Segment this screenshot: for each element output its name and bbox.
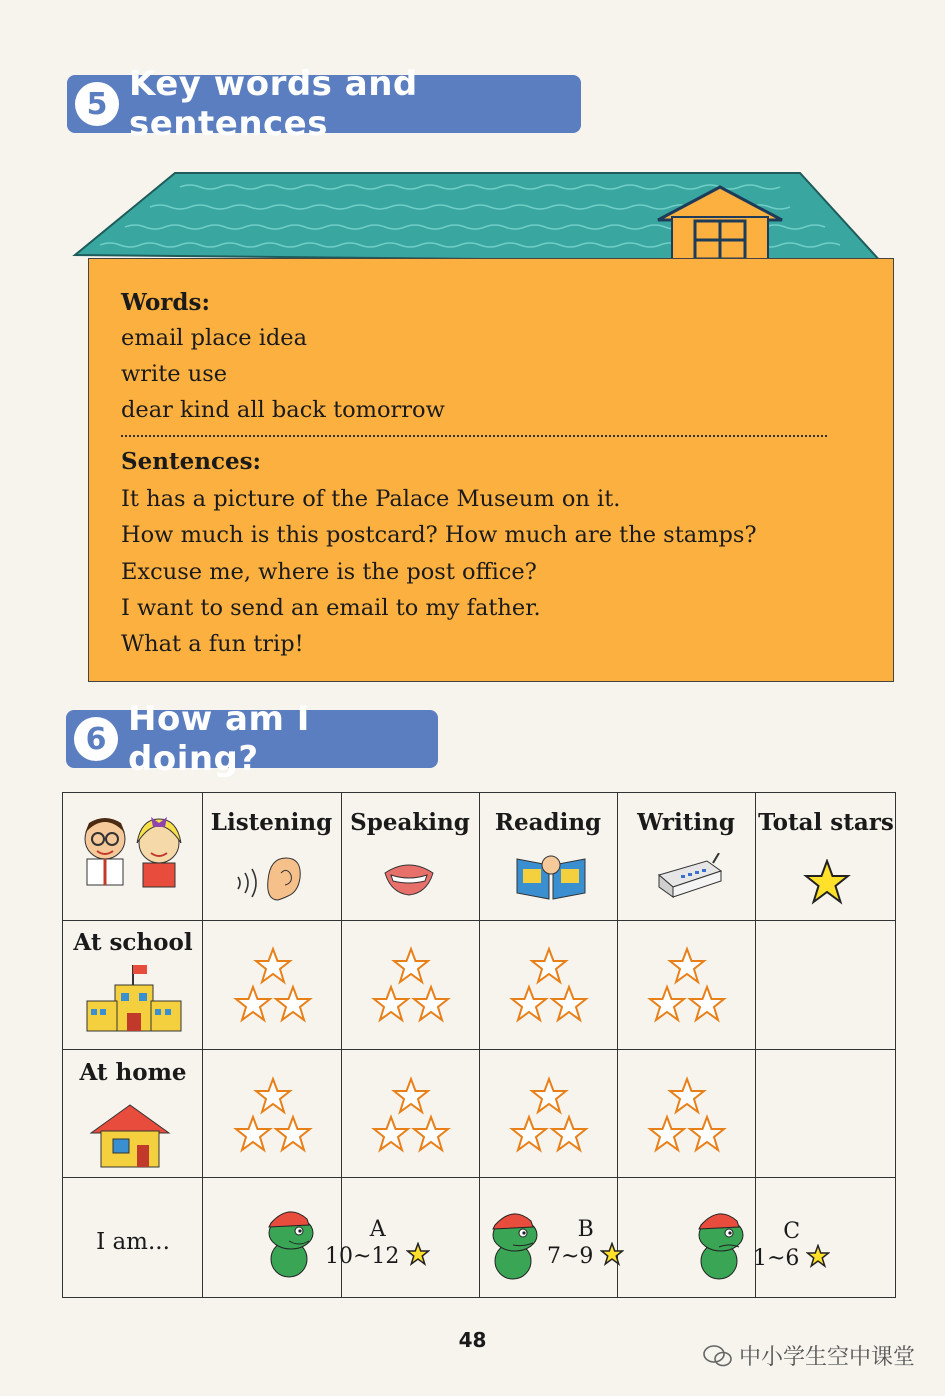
school-icon [85, 961, 185, 1037]
grade-c [753, 1219, 830, 1271]
star-rating-group[interactable] [645, 945, 729, 1025]
words-line: write use [121, 361, 228, 387]
grade-letter: B [577, 1217, 594, 1242]
words-line: email place idea [121, 325, 308, 351]
mouth-icon [381, 859, 437, 899]
dinosaur-icon [483, 1205, 545, 1281]
column-header-listening: Listening [210, 809, 333, 836]
row-label-at-school: At school [73, 929, 193, 956]
column-header-speaking: Speaking [350, 809, 470, 836]
watermark [703, 1340, 915, 1371]
watermark-text: 中小学生空中课堂 [738, 1345, 915, 1370]
section-title: Key words and sentences [129, 64, 418, 144]
book-icon [513, 851, 589, 901]
sentences-label: Sentences: [121, 448, 262, 475]
page-number: 48 [458, 1328, 487, 1352]
self-assessment-table [62, 792, 896, 1298]
dinosaur-icon [259, 1203, 321, 1279]
row-label-i-am: I am... [96, 1229, 170, 1255]
sentence: I want to send an email to my father. [121, 595, 541, 621]
grade-a [325, 1217, 430, 1269]
star-icon [406, 1242, 430, 1266]
grade-letter: A [369, 1217, 386, 1242]
star-rating-group[interactable] [645, 1075, 729, 1155]
section-number: 5 [75, 82, 119, 126]
section-number: 6 [74, 717, 118, 761]
dotted-divider [121, 435, 827, 437]
ear-icon [233, 855, 313, 905]
sentence: What a fun trip! [121, 631, 304, 657]
column-header-writing: Writing [637, 809, 735, 836]
key-words-panel [88, 258, 894, 682]
laptop-icon [653, 853, 725, 907]
star-rating-group[interactable] [369, 1075, 453, 1155]
section-5-banner [67, 64, 581, 144]
star-rating-group[interactable] [507, 1075, 591, 1155]
star-rating-group[interactable] [369, 945, 453, 1025]
sentence: Excuse me, where is the post office? [121, 559, 537, 585]
star-icon [600, 1242, 624, 1266]
grade-letter: C [783, 1219, 801, 1244]
star-rating-group[interactable] [231, 1075, 315, 1155]
home-icon [87, 1101, 173, 1171]
section-title: How am I doing? [128, 699, 310, 779]
star-rating-group[interactable] [507, 945, 591, 1025]
words-line: dear kind all back tomorrow [121, 397, 445, 423]
grade-range: 1~6 [753, 1246, 800, 1271]
dinosaur-icon [689, 1205, 751, 1281]
star-icon [806, 1244, 830, 1268]
house-roof-illustration [70, 165, 885, 265]
star-icon [803, 859, 851, 905]
column-header-reading: Reading [494, 809, 602, 836]
column-header-total-stars: Total stars [758, 809, 894, 836]
grade-b [547, 1217, 624, 1269]
wechat-icon [703, 1344, 733, 1368]
row-label-at-home: At home [79, 1059, 187, 1086]
kids-icon [75, 809, 193, 889]
section-6-banner [66, 699, 438, 779]
grade-range: 10~12 [325, 1244, 400, 1269]
sentence: How much is this postcard? How much are the stamps? [121, 522, 757, 548]
sentence: It has a picture of the Palace Museum on it. [121, 486, 621, 512]
grade-range: 7~9 [547, 1244, 594, 1269]
star-rating-group[interactable] [231, 945, 315, 1025]
words-label: Words: [121, 289, 210, 316]
